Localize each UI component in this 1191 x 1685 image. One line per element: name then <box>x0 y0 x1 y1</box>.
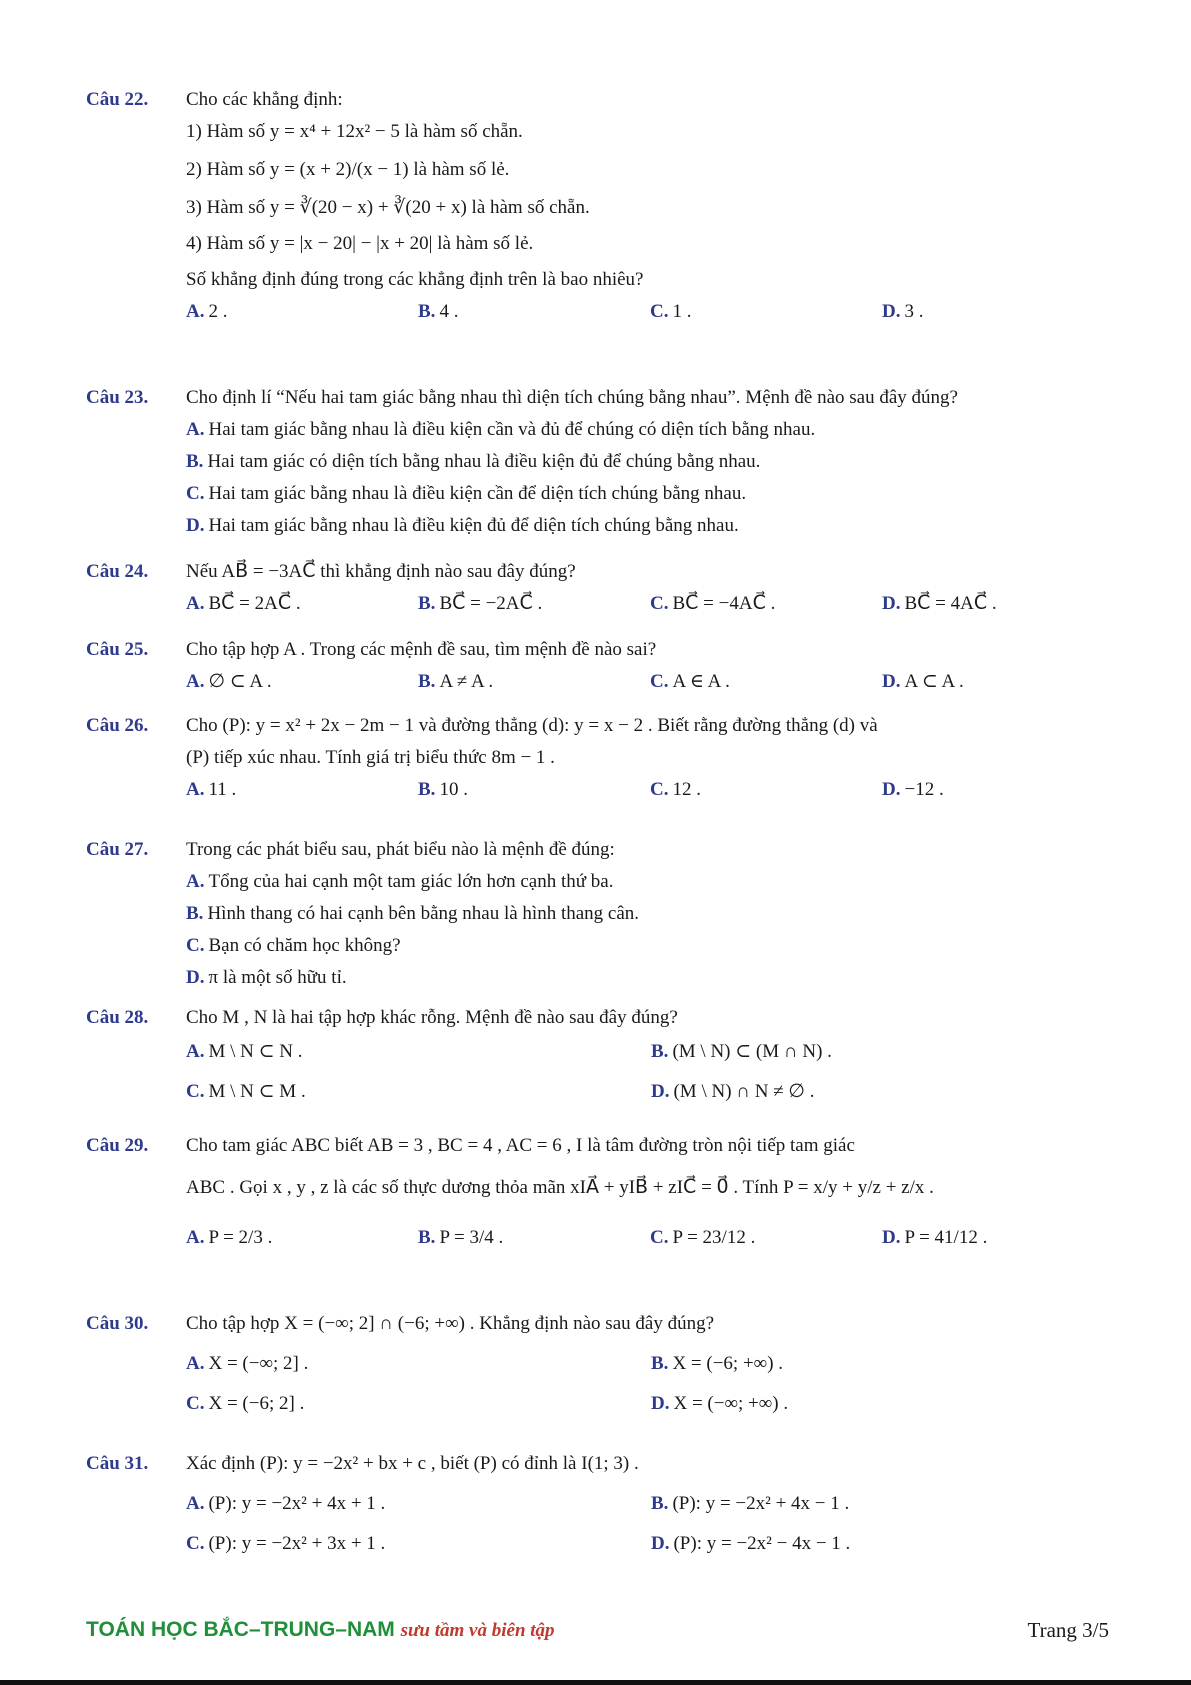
option-a[interactable]: A. 2 . <box>186 301 228 322</box>
option-a[interactable]: A. M \ N ⊂ N . <box>186 1041 303 1062</box>
option-b[interactable]: B. (P): y = −2x² + 4x − 1 . <box>651 1493 850 1514</box>
option-c[interactable]: C. 1 . <box>650 301 692 322</box>
option-d[interactable]: D. (M \ N) ∩ N ≠ ∅ . <box>651 1081 815 1102</box>
question-number: Câu 31. <box>86 1453 149 1474</box>
question-text: Cho tập hợp X = (−∞; 2] ∩ (−6; +∞) . Khẳng định nào sau đây đúng? <box>186 1313 715 1334</box>
option-c[interactable]: C. A ∈ A . <box>650 671 730 692</box>
question-31 <box>86 1448 1116 1560</box>
option-c[interactable]: C. (P): y = −2x² + 3x + 1 . <box>186 1533 386 1554</box>
options-row-1 <box>86 1036 1116 1068</box>
options <box>86 666 1116 698</box>
question-text: Cho tam giác ABC biết AB = 3 , BC = 4 , AC = 6 , I là tâm đường tròn nội tiếp tam giác <box>186 1135 855 1156</box>
question-number: Câu 24. <box>86 561 149 582</box>
question-22 <box>86 84 1116 328</box>
option-a[interactable]: A. X = (−∞; 2] . <box>186 1353 309 1374</box>
question-text: Cho tập hợp A . Trong các mệnh đề sau, tìm mệnh đề nào sai? <box>186 639 657 660</box>
question-26 <box>86 710 1116 806</box>
question-number: Câu 28. <box>86 1007 149 1028</box>
question-text-cont: (P) tiếp xúc nhau. Tính giá trị biểu thức 8m − 1 . <box>186 747 555 768</box>
question-30 <box>86 1308 1116 1420</box>
question-text-cont: ABC . Gọi x , y , z là các số thực dương thỏa mãn xIA⃗ + yIB⃗ + zIC⃗ = 0⃗ . Tính P = x/y + y/z + z/x . <box>186 1177 934 1198</box>
option-b[interactable]: B. (M \ N) ⊂ (M ∩ N) . <box>651 1041 832 1062</box>
option-d[interactable]: D. −12 . <box>882 779 944 800</box>
question-number: Câu 29. <box>86 1135 149 1156</box>
question-29 <box>86 1130 1116 1254</box>
footer-brand-name: TOÁN HỌC BẮC–TRUNG–NAM <box>86 1618 395 1641</box>
question-text: Trong các phát biểu sau, phát biểu nào là mệnh đề đúng: <box>186 839 615 860</box>
option-a[interactable]: A. (P): y = −2x² + 4x + 1 . <box>186 1493 386 1514</box>
option-c[interactable]: C. P = 23/12 . <box>650 1227 756 1248</box>
option-c[interactable]: C. BC⃗ = −4AC⃗ . <box>650 593 776 614</box>
option-a[interactable]: A. Hai tam giác bằng nhau là điều kiện cần và đủ để chúng có diện tích bằng nhau. <box>186 419 816 440</box>
option-b[interactable]: B. 4 . <box>418 301 459 322</box>
option-d[interactable]: D. (P): y = −2x² − 4x − 1 . <box>651 1533 851 1554</box>
options-row-2 <box>86 1528 1116 1560</box>
statement-4: 4) Hàm số y = |x − 20| − |x + 20| là hàm số lẻ. <box>186 233 534 254</box>
option-d[interactable]: D. Hai tam giác bằng nhau là điều kiện đủ để diện tích chúng bằng nhau. <box>186 515 739 536</box>
options-row-2 <box>86 1388 1116 1420</box>
option-a[interactable]: A. Tổng của hai cạnh một tam giác lớn hơn cạnh thứ ba. <box>186 871 614 892</box>
option-b[interactable]: B. Hình thang có hai cạnh bên bằng nhau là hình thang cân. <box>186 903 640 924</box>
options-row-1 <box>86 1348 1116 1380</box>
question-28 <box>86 1002 1116 1108</box>
option-c[interactable]: C. Bạn có chăm học không? <box>186 935 401 956</box>
options <box>86 296 1116 328</box>
option-d[interactable]: D. BC⃗ = 4AC⃗ . <box>882 593 997 614</box>
question-number: Câu 27. <box>86 839 149 860</box>
question-23 <box>86 382 1116 542</box>
question-24 <box>86 556 1116 620</box>
option-c[interactable]: C. 12 . <box>650 779 701 800</box>
option-b[interactable]: B. BC⃗ = −2AC⃗ . <box>418 593 543 614</box>
option-a[interactable]: A. P = 2/3 . <box>186 1227 273 1248</box>
option-a[interactable]: A. 11 . <box>186 779 237 800</box>
statement-question: Số khẳng định đúng trong các khẳng định trên là bao nhiêu? <box>186 269 644 290</box>
footer-credit: sưu tầm và biên tập <box>400 1620 555 1641</box>
option-b[interactable]: B. X = (−6; +∞) . <box>651 1353 784 1374</box>
question-number: Câu 25. <box>86 639 149 660</box>
options <box>86 588 1116 620</box>
question-text: Cho định lí “Nếu hai tam giác bằng nhau thì diện tích chúng bằng nhau”. Mệnh đề nào sau đây đúng? <box>186 387 958 408</box>
question-27 <box>86 834 1116 994</box>
options <box>86 1222 1116 1254</box>
option-d[interactable]: D. π là một số hữu tỉ. <box>186 967 347 988</box>
options-row-1 <box>86 1488 1116 1520</box>
option-d[interactable]: D. 3 . <box>882 301 924 322</box>
question-text: Cho M , N là hai tập hợp khác rỗng. Mệnh đề nào sau đây đúng? <box>186 1007 678 1028</box>
page-number: Trang 3/5 <box>1027 1618 1109 1642</box>
statement-3: 3) Hàm số y = ∛(20 − x) + ∛(20 + x) là hàm số chẵn. <box>186 197 590 218</box>
option-c[interactable]: C. Hai tam giác bằng nhau là điều kiện cần để diện tích chúng bằng nhau. <box>186 483 747 504</box>
statement-2: 2) Hàm số y = (x + 2)/(x − 1) là hàm số lẻ. <box>186 159 510 180</box>
footer-brand <box>86 1618 555 1642</box>
options-row-2 <box>86 1076 1116 1108</box>
option-b[interactable]: B. Hai tam giác có diện tích bằng nhau là điều kiện đủ để chúng bằng nhau. <box>186 451 761 472</box>
option-b[interactable]: B. A ≠ A . <box>418 671 494 692</box>
option-b[interactable]: B. P = 3/4 . <box>418 1227 504 1248</box>
bottom-divider <box>0 1680 1191 1685</box>
question-25 <box>86 634 1116 698</box>
option-c[interactable]: C. X = (−6; 2] . <box>186 1393 305 1414</box>
question-number: Câu 30. <box>86 1313 149 1334</box>
question-number: Câu 23. <box>86 387 149 408</box>
statement-1: 1) Hàm số y = x⁴ + 12x² − 5 là hàm số chẵn. <box>186 121 523 142</box>
options <box>86 774 1116 806</box>
option-d[interactable]: D. P = 41/12 . <box>882 1227 988 1248</box>
option-c[interactable]: C. M \ N ⊂ M . <box>186 1081 306 1102</box>
option-a[interactable]: A. ∅ ⊂ A . <box>186 671 272 692</box>
option-b[interactable]: B. 10 . <box>418 779 468 800</box>
option-d[interactable]: D. A ⊂ A . <box>882 671 964 692</box>
option-a[interactable]: A. BC⃗ = 2AC⃗ . <box>186 593 301 614</box>
option-d[interactable]: D. X = (−∞; +∞) . <box>651 1393 789 1414</box>
question-text: Cho (P): y = x² + 2x − 2m − 1 và đường thẳng (d): y = x − 2 . Biết rằng đường thẳng (d) và <box>186 715 878 736</box>
question-text: Cho các khẳng định: <box>186 89 343 110</box>
question-number: Câu 22. <box>86 89 149 110</box>
question-number: Câu 26. <box>86 715 149 736</box>
question-text: Xác định (P): y = −2x² + bx + c , biết (P) có đỉnh là I(1; 3) . <box>186 1453 639 1474</box>
question-text: Nếu AB⃗ = −3AC⃗ thì khẳng định nào sau đây đúng? <box>186 561 576 582</box>
